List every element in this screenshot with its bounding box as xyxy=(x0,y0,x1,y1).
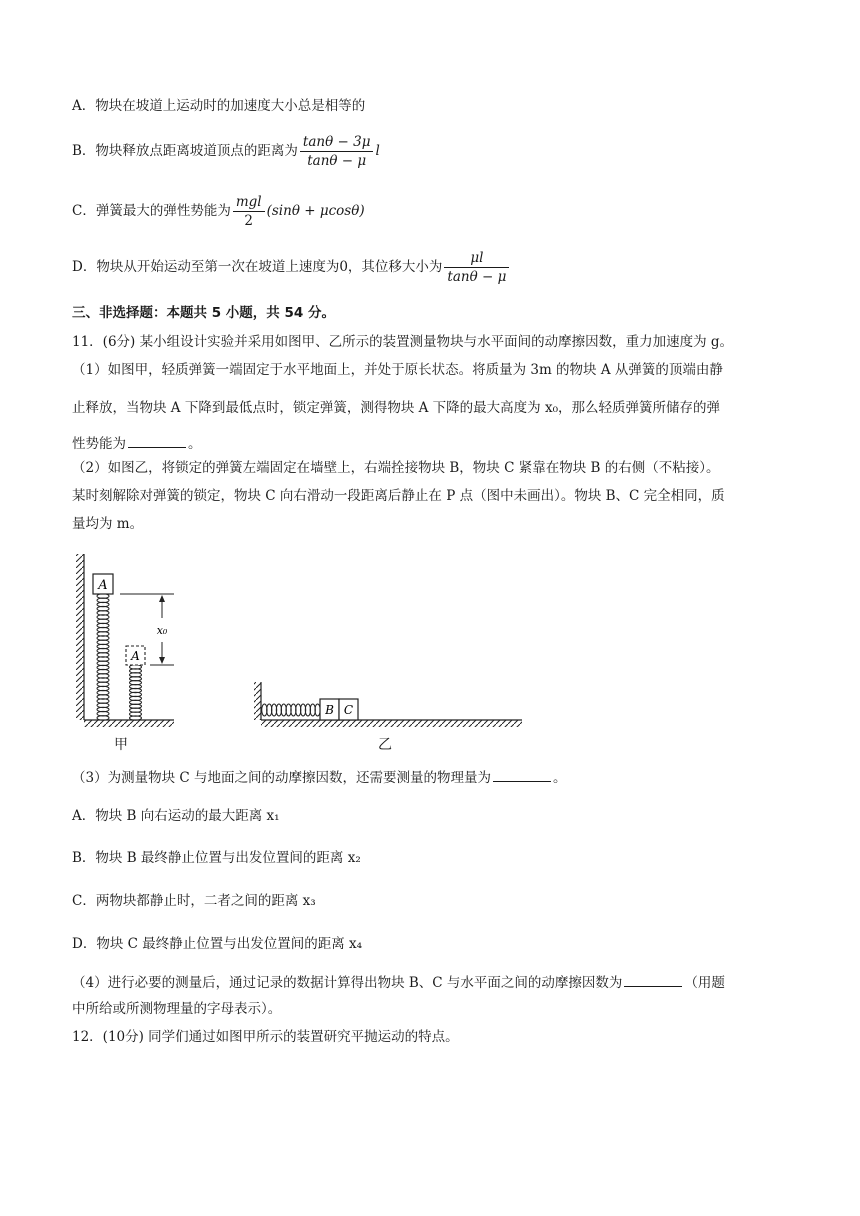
arrowhead-down xyxy=(159,657,165,664)
fraction-numerator: mgl xyxy=(233,194,265,212)
q12-stem: 12．(10分) 同学们通过如图甲所示的装置研究平抛运动的特点。 xyxy=(72,1029,459,1045)
q11-part4-line2: 中所给或所测物理量的字母表示）。 xyxy=(72,1001,282,1017)
q11-part2-line2: 某时刻解除对弹簧的锁定，物块 C 向右滑动一段距离后静止在 P 点（图中未画出）。物块 B、C 完全相同，质 xyxy=(72,488,725,504)
q11-part4-line1 xyxy=(72,973,725,993)
fraction-denominator: 2 xyxy=(244,213,254,229)
q11-option-b: B．物块 B 最终静止位置与出发位置间的距离 x₂ xyxy=(72,850,361,866)
q10-option-b-suffix: l xyxy=(375,143,380,159)
fraction-denominator: tanθ − μ xyxy=(307,153,367,169)
q10-option-d xyxy=(72,250,511,285)
q11-part3-text: （3）为测量物块 C 与地面之间的动摩擦因数，还需要测量的物理量为 xyxy=(72,770,492,786)
q10-option-b-fraction xyxy=(300,134,374,169)
q11-part2-line1: （2）如图乙，将锁定的弹簧左端固定在墙壁上，右端拴接物块 B，物块 C 紧靠在物块 B 的右侧（不粘接）。 xyxy=(72,460,720,476)
q11-part1-line1: （1）如图甲，轻质弹簧一端固定于水平地面上，并处于原长状态。将质量为 3m 的物块 A 从弹簧的顶端由静 xyxy=(72,362,723,378)
q10-option-d-fraction xyxy=(444,250,509,285)
fraction-numerator: tanθ − 3μ xyxy=(300,134,374,152)
q11-part3-end: 。 xyxy=(553,770,567,786)
spring-tall xyxy=(97,594,109,720)
block-c-label: C xyxy=(343,703,354,717)
q11-part3 xyxy=(72,768,567,788)
arrowhead-up xyxy=(159,595,165,602)
q11-part1-text: 性势能为 xyxy=(72,436,126,452)
block-b-label: B xyxy=(325,703,334,717)
figure-jia xyxy=(76,554,174,727)
figure-label-jia: 甲 xyxy=(114,737,128,753)
apparatus-diagram xyxy=(70,544,540,754)
q11-part1-line3 xyxy=(72,434,202,454)
fraction-denominator: tanθ − μ xyxy=(447,269,507,285)
ground-hatch xyxy=(84,720,174,727)
block-a-top-label: A xyxy=(98,578,108,593)
q11-option-d: D．物块 C 最终静止位置与出发位置间的距离 x₄ xyxy=(72,936,363,952)
wall-hatch xyxy=(254,682,261,720)
spring-short xyxy=(130,665,142,720)
wall-hatch xyxy=(76,554,84,720)
spring-horizontal xyxy=(262,704,320,716)
figure-label-yi: 乙 xyxy=(378,737,392,753)
figure-yi xyxy=(254,682,522,727)
q11-part2-line3: 量均为 m。 xyxy=(72,516,144,532)
q11-part1-line2: 止释放，当物块 A 下降到最低点时，锁定弹簧，测得物块 A 下降的最大高度为 x₀，那么轻质弹簧所储存的弹 xyxy=(72,400,720,416)
q10-option-c-fraction xyxy=(233,194,265,229)
answer-blank xyxy=(128,435,186,448)
q10-option-c-text: C．弹簧最大的弹性势能为 xyxy=(72,203,231,219)
q10-option-c xyxy=(72,194,365,229)
q10-option-a: A．物块在坡道上运动时的加速度大小总是相等的 xyxy=(72,98,366,114)
ground-hatch xyxy=(261,720,522,727)
q11-option-a: A．物块 B 向右运动的最大距离 x₁ xyxy=(72,808,280,824)
section-heading: 三、非选择题：本题共 5 小题，共 54 分。 xyxy=(72,305,335,321)
answer-blank xyxy=(624,974,682,987)
q11-part4-text: （4）进行必要的测量后，通过记录的数据计算得出物块 B、C 与水平面之间的动摩擦因数为 xyxy=(72,975,623,991)
q11-figure xyxy=(70,544,540,754)
q10-option-b xyxy=(72,134,380,169)
q11-part4-tail: （用题 xyxy=(684,975,725,991)
answer-blank xyxy=(493,769,551,782)
q10-option-c-suffix: (sinθ + μcosθ) xyxy=(266,203,365,219)
q11-part1-end: 。 xyxy=(188,436,202,452)
q10-option-d-text: D．物块从开始运动至第一次在坡道上速度为0，其位移大小为 xyxy=(72,259,443,275)
q10-option-b-text: B．物块释放点距离坡道顶点的距离为 xyxy=(72,143,298,159)
fraction-numerator: μl xyxy=(444,250,509,268)
q11-option-c: C．两物块都静止时，二者之间的距离 x₃ xyxy=(72,893,316,909)
x0-label: x₀ xyxy=(156,624,168,637)
q11-stem: 11．(6分) 某小组设计实验并采用如图甲、乙所示的装置测量物块与水平面间的动摩擦因数，重力加速度为 g。 xyxy=(72,334,734,350)
block-a-bottom-label: A xyxy=(131,649,140,663)
